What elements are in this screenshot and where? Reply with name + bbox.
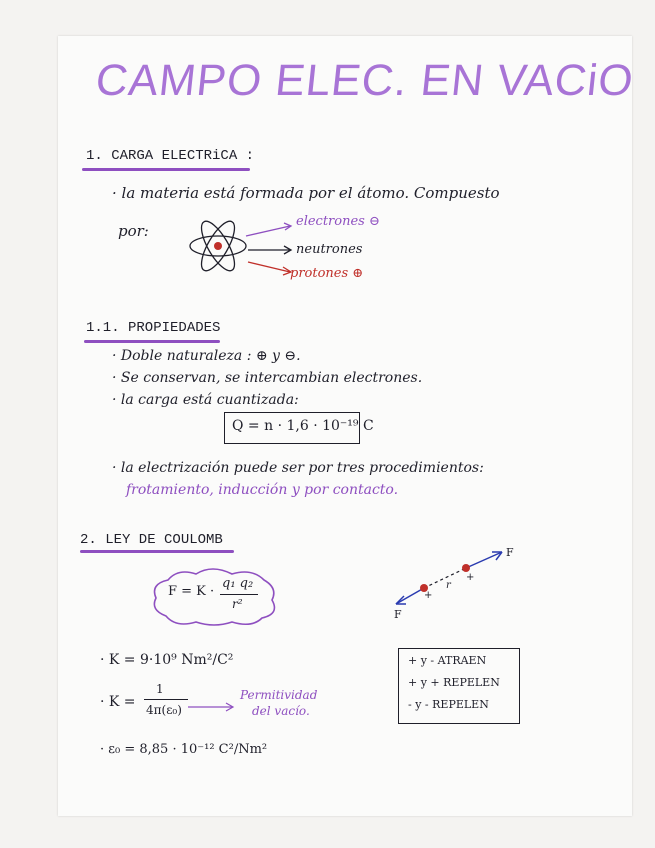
section11-heading: 1.1. PROPIEDADES [86, 320, 221, 336]
atom-label-neutrons: neutrones [296, 242, 363, 257]
k-formula-lhs: · K = [100, 694, 136, 710]
rule-repel-negative: - y - REPELEN [408, 698, 489, 711]
k-value: · K = 9·10⁹ Nm²/C² [100, 652, 234, 668]
charge-sign-1: + [424, 590, 433, 601]
section11-underline [84, 340, 220, 343]
section2-underline [80, 550, 234, 553]
section1-line1: · la materia está formada por el átomo. Compuesto [112, 184, 500, 202]
atom-label-protons: protones ⊕ [290, 266, 364, 281]
k-fraction-bar [144, 699, 188, 700]
coulomb-lhs: F = K · [168, 584, 215, 599]
permittivity-note-2: del vacío. [252, 704, 310, 718]
distance-label: r [446, 580, 451, 591]
property-bullet-2: · Se conservan, se intercambian electrones. [112, 370, 423, 386]
electrization-methods: frotamiento, inducción y por contacto. [126, 482, 399, 498]
section2-heading: 2. LEY DE COULOMB [80, 532, 223, 548]
property-bullet-1: · Doble naturaleza : ⊕ y ⊖. [112, 348, 301, 364]
permittivity-note-1: Permitividad [240, 688, 318, 702]
force-label-bottom: F [394, 608, 402, 621]
section1-underline [82, 168, 250, 171]
charge-sign-2: + [466, 572, 475, 583]
coulomb-numerator: q₁ q₂ [222, 576, 254, 591]
permittivity-arrow [186, 700, 238, 714]
page-title: CAMPO ELEC. EN VACiO [93, 56, 637, 105]
rule-repel-positive: + y + REPELEN [408, 676, 500, 689]
property-bullet-3: · la carga está cuantizada: [112, 392, 299, 408]
force-label-top: F [506, 546, 514, 559]
epsilon-value: · ε₀ = 8,85 · 10⁻¹² C²/Nm² [100, 742, 268, 757]
charge-formula: Q = n · 1,6 · 10⁻¹⁹ C [232, 418, 374, 434]
section1-heading: 1. CARGA ELECTRiCA : [86, 148, 255, 164]
k-formula-numerator: 1 [156, 682, 164, 696]
atom-icon [186, 214, 250, 278]
k-formula-denominator: 4π(ε₀) [146, 703, 182, 717]
atom-label-electrons: electrones ⊖ [296, 214, 380, 229]
coulomb-fraction-bar [220, 594, 258, 595]
atom-arrows [244, 222, 296, 278]
coulomb-denominator: r² [232, 597, 243, 611]
rule-attract: + y - ATRAEN [408, 654, 487, 667]
section1-line2: por: [118, 222, 149, 240]
charges-force-diagram [392, 546, 516, 624]
electrization-line: · la electrización puede ser por tres procedimientos: [112, 460, 484, 476]
